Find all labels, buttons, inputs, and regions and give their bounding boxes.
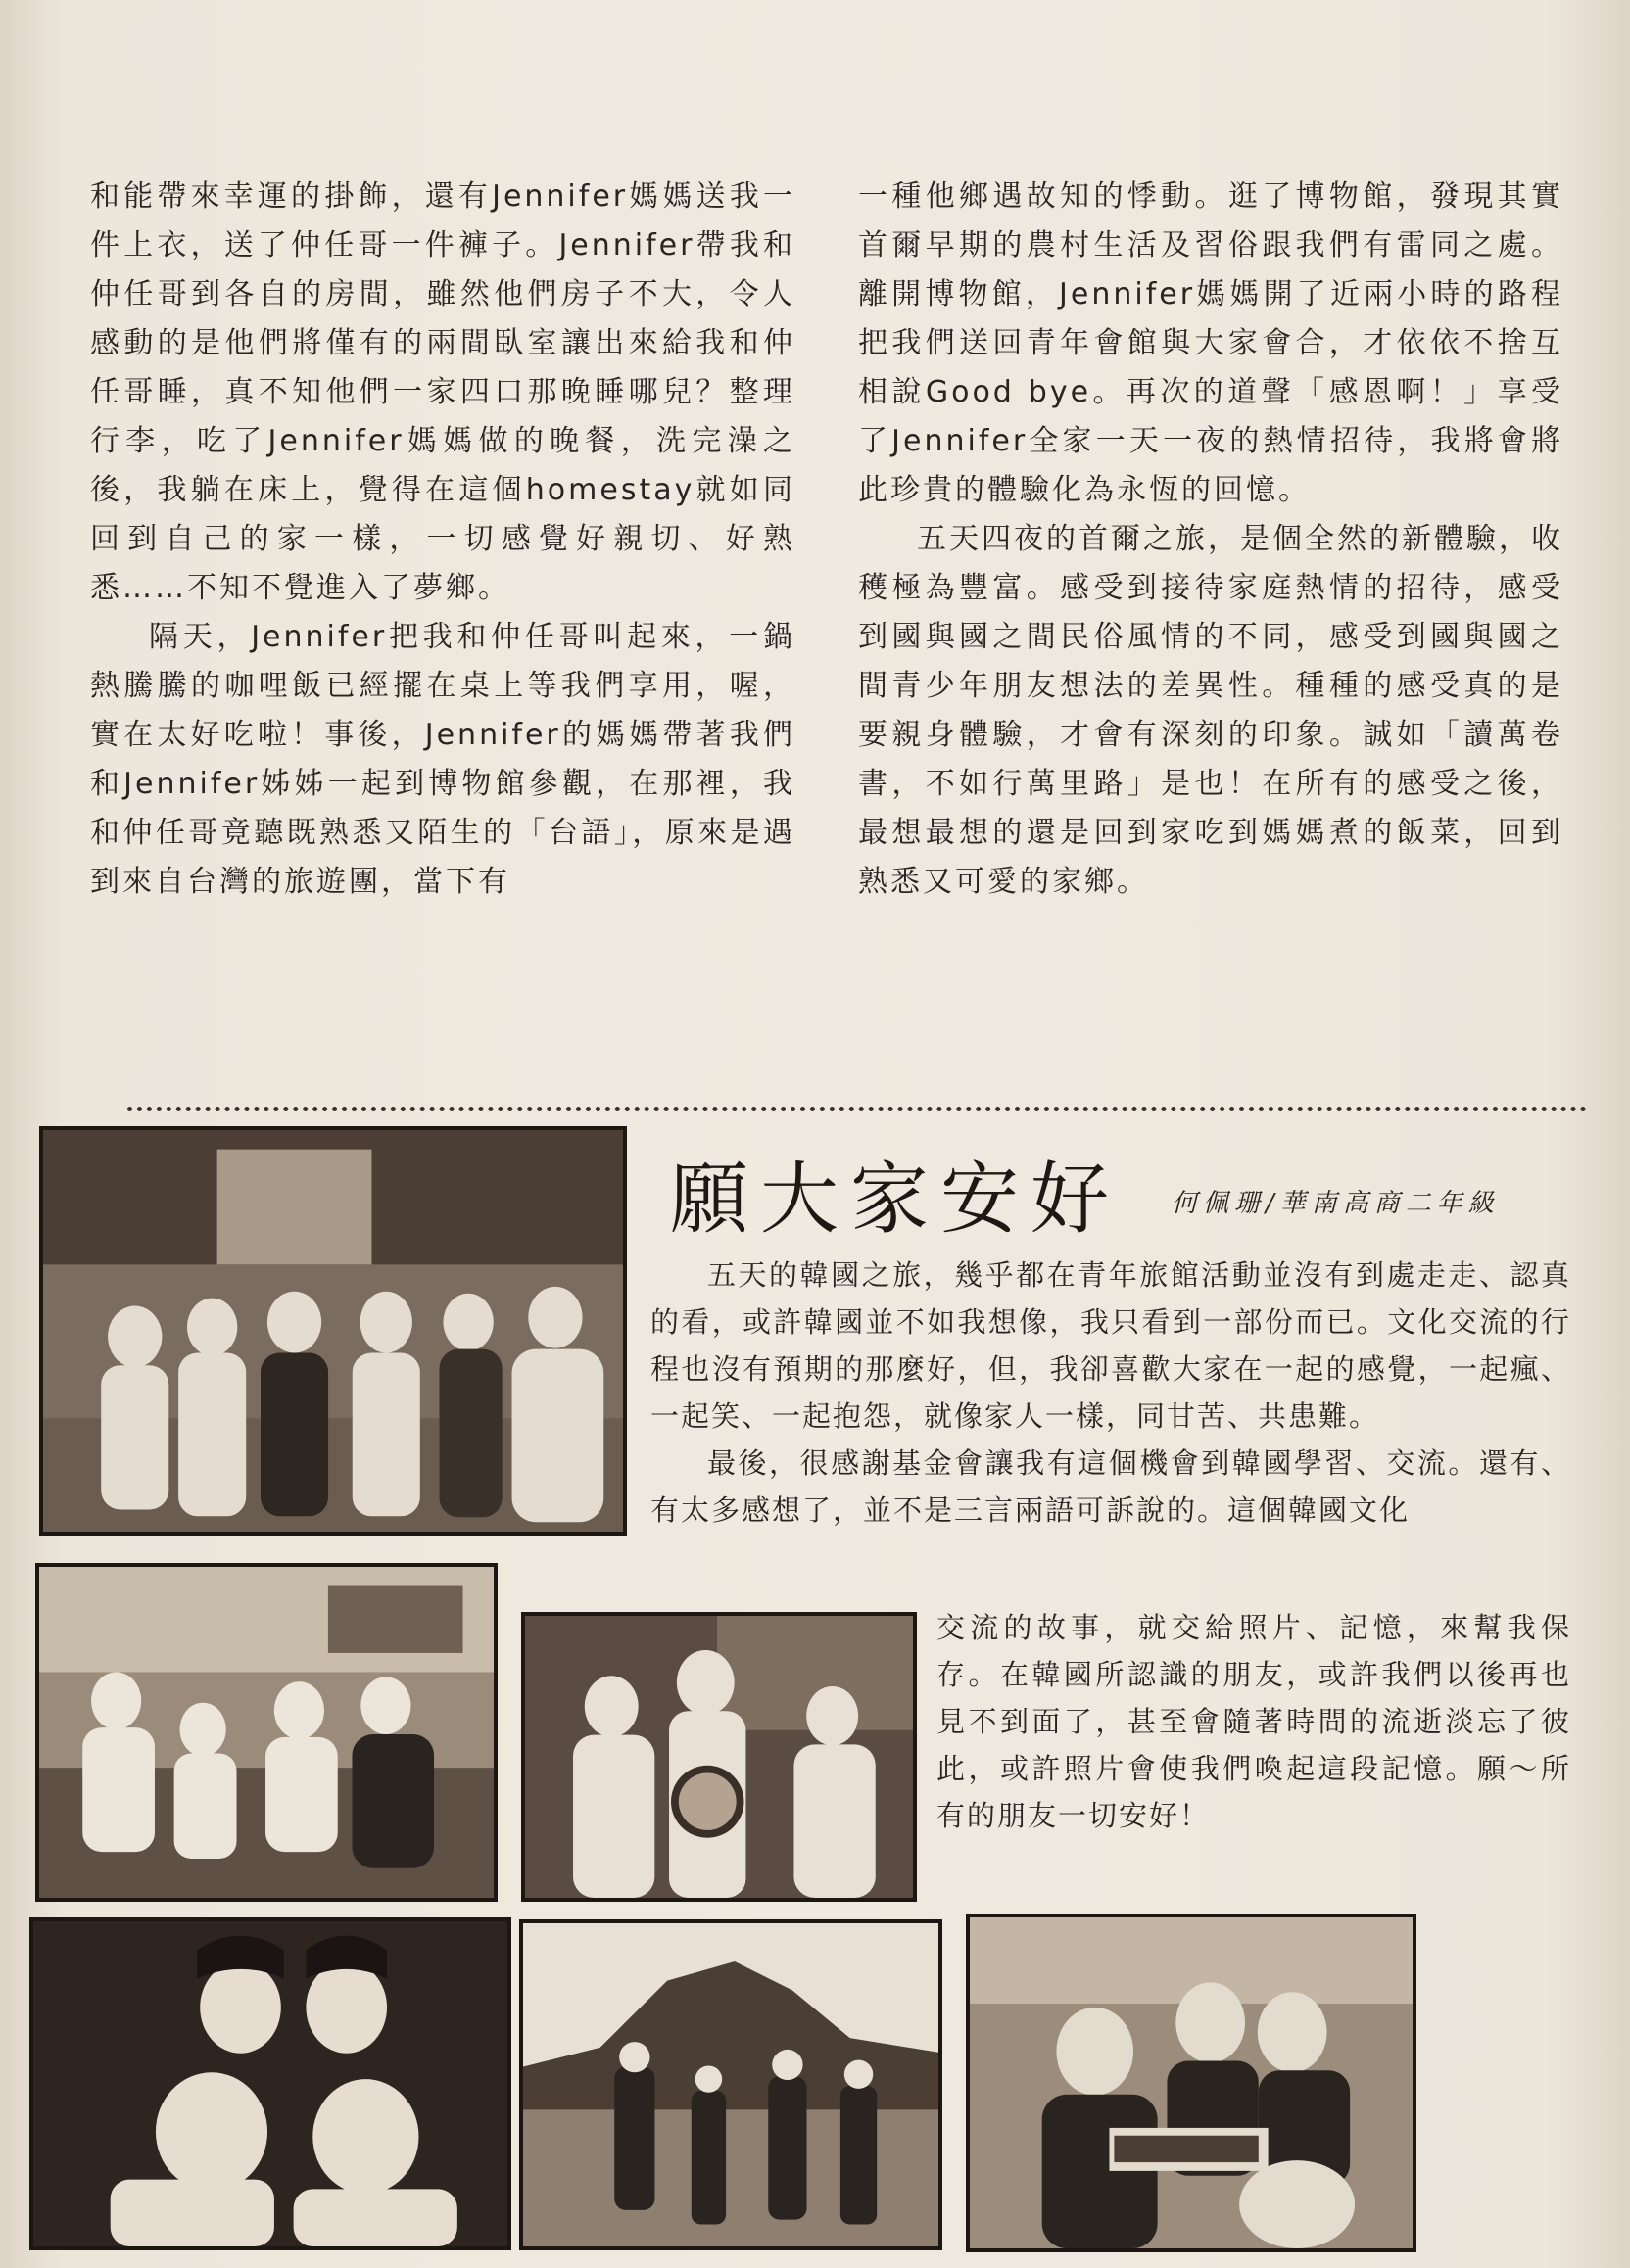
- right-paragraph-1: 一種他鄉遇故知的悸動。逛了博物館，發現其實首爾早期的農村生活及習俗跟我們有雷同之處。離開博物館，Jennifer媽媽開了近兩小時的路程把我們送回青年會館與大家會合，才依依不捨互相說Good bye。再次的道聲「感恩啊！」享受了Jennifer全家一天一夜的熱情招待，我將會將此珍貴的體驗化為永恆的回憶。: [858, 179, 1563, 507]
- right-column: [858, 172, 1563, 907]
- article-paragraph-1: 五天的韓國之旅，幾乎都在青年旅館活動並沒有到處走走、認真的看，或許韓國並不如我想像，我只看到一部份而已。文化交流的行程也沒有預期的那麼好，但，我卻喜歡大家在一起的感覺，一起瘋、一起笑、一起抱怨，就像家人一樣，同甘苦、共患難。: [650, 1258, 1571, 1433]
- article-title: 願大家安好: [670, 1154, 1121, 1245]
- article-byline: 何佩珊/華南高商二年級: [1172, 1189, 1500, 1218]
- left-paragraph-2: 隔天，Jennifer把我和仲任哥叫起來，一鍋熱騰騰的咖哩飯已經擺在桌上等我們享用，喔，實在太好吃啦！事後，Jennifer的媽媽帶著我們和Jennifer姊姊一起到博物館參觀，在那裡，我和仲任哥竟聽既熟悉又陌生的「台語」，原來是遇到來自台灣的旅遊團，當下有: [90, 620, 795, 899]
- outdoor-group-photo: [519, 1919, 942, 2250]
- right-paragraph-2: 五天四夜的首爾之旅，是個全然的新體驗，收穫極為豐富。感受到接待家庭熱情的招待，感受到國與國之間民俗風情的不同，感受到國與國之間青少年朋友想法的差異性。種種的感受真的是要親身體驗，才會有深刻的印象。誠如「讀萬卷書，不如行萬里路」是也！在所有的感受之後，最想最想的還是回到家吃到媽媽煮的飯菜，回到熟悉又可愛的家鄉。: [858, 522, 1563, 899]
- article-body-top: [650, 1252, 1571, 1534]
- friends-with-gift-photo: [966, 1914, 1416, 2252]
- article-paragraph-2a: 最後，很感謝基金會讓我有這個機會到韓國學習、交流。還有、有太多感想了，並不是三言兩語可訴說的。這個韓國文化: [650, 1446, 1571, 1527]
- group-photo-six-friends: [39, 1126, 627, 1536]
- close-up-friends-photo: [29, 1917, 511, 2250]
- article-body-bottom: [936, 1604, 1571, 1839]
- section-divider: [127, 1107, 1587, 1111]
- left-column: [90, 172, 795, 907]
- left-paragraph-1: 和能帶來幸運的掛飾，還有Jennifer媽媽送我一件上衣，送了仲任哥一件褲子。Jennifer帶我和仲任哥到各自的房間，雖然他們房子不大，令人感動的是他們將僅有的兩間臥室讓出來給我和仲任哥睡，真不知他們一家四口那晚睡哪兒？整理行李，吃了Jennifer媽媽做的晚餐，洗完澡之後，我躺在床上，覺得在這個homestay就如同回到自己的家一樣，一切感覺好親切、好熟悉……不知不覺進入了夢鄉。: [90, 179, 795, 605]
- host-family-photo: [35, 1563, 498, 1902]
- friends-with-mascot-photo: [521, 1612, 917, 1902]
- article-paragraph-2b: 交流的故事，就交給照片、記憶，來幫我保存。在韓國所認識的朋友，或許我們以後再也見不到面了，甚至會隨著時間的流逝淡忘了彼此，或許照片會使我們喚起這段記憶。願～所有的朋友一切安好！: [936, 1611, 1571, 1832]
